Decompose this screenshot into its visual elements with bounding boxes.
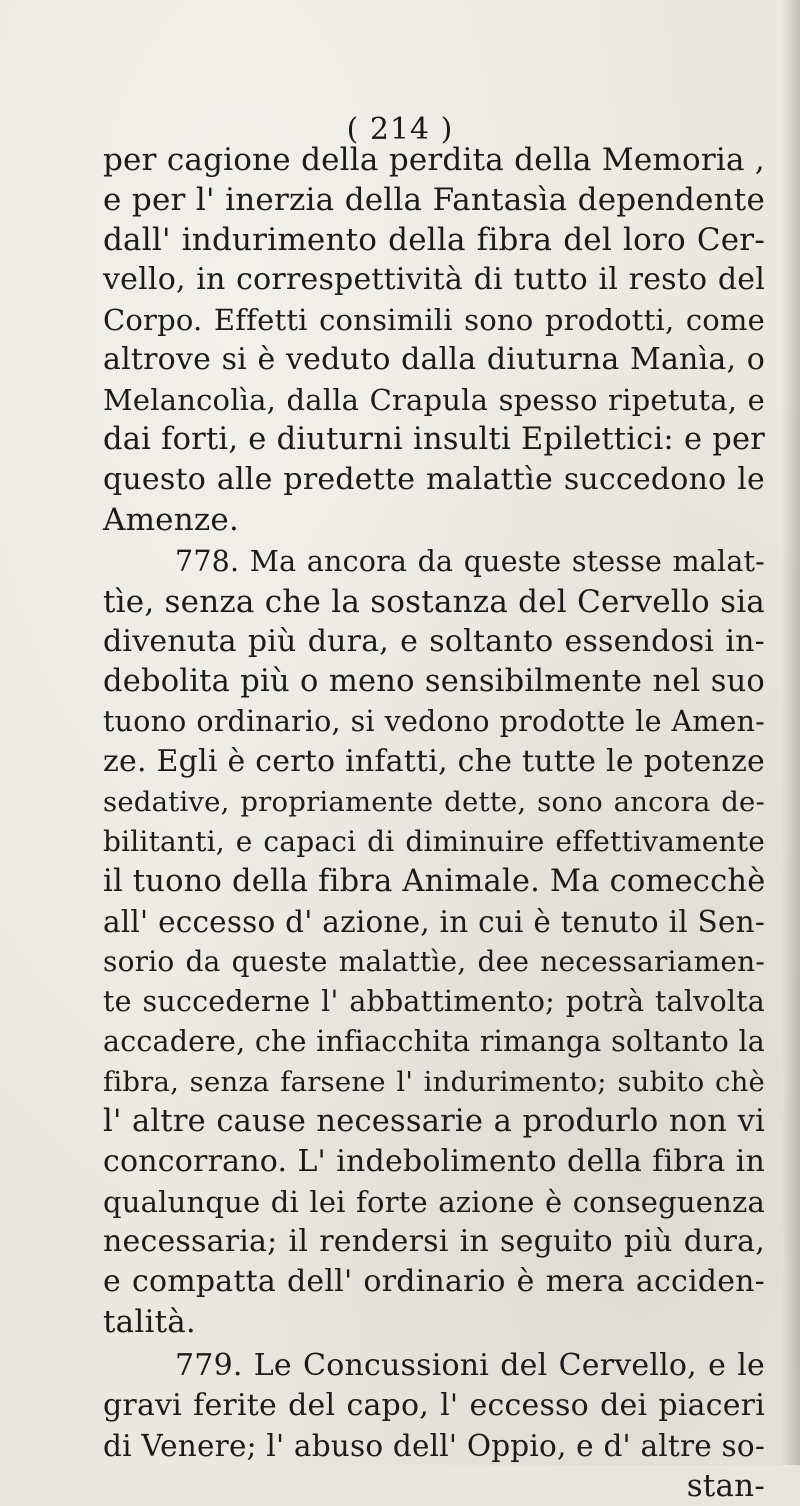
text-line: dai forti, e diuturni insulti Epilettici: e per bbox=[103, 422, 765, 457]
text-line: qualunque di lei forte azione è conseguenza bbox=[103, 1185, 765, 1219]
text-line: Corpo. Effetti consimili sono prodotti, come bbox=[103, 303, 765, 337]
text-line: all' eccesso d' azione, in cui è tenuto il Sen- bbox=[103, 905, 765, 939]
text-line: tuono ordinario, si vedono prodotte le Amen- bbox=[103, 705, 765, 738]
text-line: gravi ferite del capo, l' eccesso dei piaceri bbox=[103, 1388, 765, 1423]
text-line: per cagione della perdita della Memoria , bbox=[103, 142, 765, 178]
text-line: sorio da queste malattìe, dee necessariamen- bbox=[103, 945, 765, 978]
text-line: bilitanti, e capaci di diminuire effettivamente bbox=[103, 825, 765, 858]
text-line: di Venere; l' abuso dell' Oppio, e d' altre so- bbox=[103, 1429, 765, 1463]
text-line: l' altre cause necessarie a produrlo non vi bbox=[103, 1104, 765, 1139]
text-line: Melancolìa, dalla Crapula spesso ripetuta, e bbox=[103, 383, 765, 417]
text-line: il tuono della fibra Animale. Ma comecchè bbox=[103, 864, 766, 899]
text-line: te succederne l' abbattimento; potrà talvolta bbox=[103, 985, 765, 1018]
text-line: tìe, senza che la sostanza del Cervello sia bbox=[103, 584, 765, 620]
text-line: talità. bbox=[103, 1304, 196, 1340]
text-line: fibra, senza farsene l' indurimento; subito chè bbox=[103, 1066, 765, 1098]
text-line: Amenze. bbox=[103, 502, 240, 538]
text-line: e per l' inerzia della Fantasìa dependente bbox=[103, 182, 765, 218]
paragraph-778-start: 778. Ma ancora da queste stesse malat- bbox=[175, 545, 765, 578]
text-line: accadere, che infiacchita rimanga soltanto la bbox=[103, 1025, 765, 1058]
text-line: questo alle predette malattìe succedono le bbox=[103, 462, 765, 497]
text-line: altrove si è veduto dalla diuturna Manìa, o bbox=[103, 342, 765, 377]
text-line: ze. Egli è certo infatti, che tutte le potenze bbox=[103, 744, 765, 779]
text-line: vello, in correspettività di tutto il resto del bbox=[103, 262, 765, 297]
text-line: divenuta più dura, e soltanto essendosi in- bbox=[103, 624, 765, 659]
text-line: dall' indurimento della fibra del loro Cer- bbox=[103, 222, 765, 258]
text-line: e compatta dell' ordinario è mera acciden- bbox=[103, 1264, 765, 1299]
text-line: debolita più o meno sensibilmente nel suo bbox=[103, 664, 765, 699]
text-line: concorrano. L' indebolimento della fibra in bbox=[103, 1144, 765, 1179]
paragraph-779-start: 779. Le Concussioni del Cervello, e le bbox=[175, 1348, 765, 1383]
catchword: stan- bbox=[686, 1468, 765, 1504]
text-line: necessaria; il rendersi in seguito più dura, bbox=[103, 1224, 765, 1259]
text-line: sedative, propriamente dette, sono ancora de- bbox=[103, 786, 765, 818]
page-number: ( 214 ) bbox=[346, 112, 454, 147]
